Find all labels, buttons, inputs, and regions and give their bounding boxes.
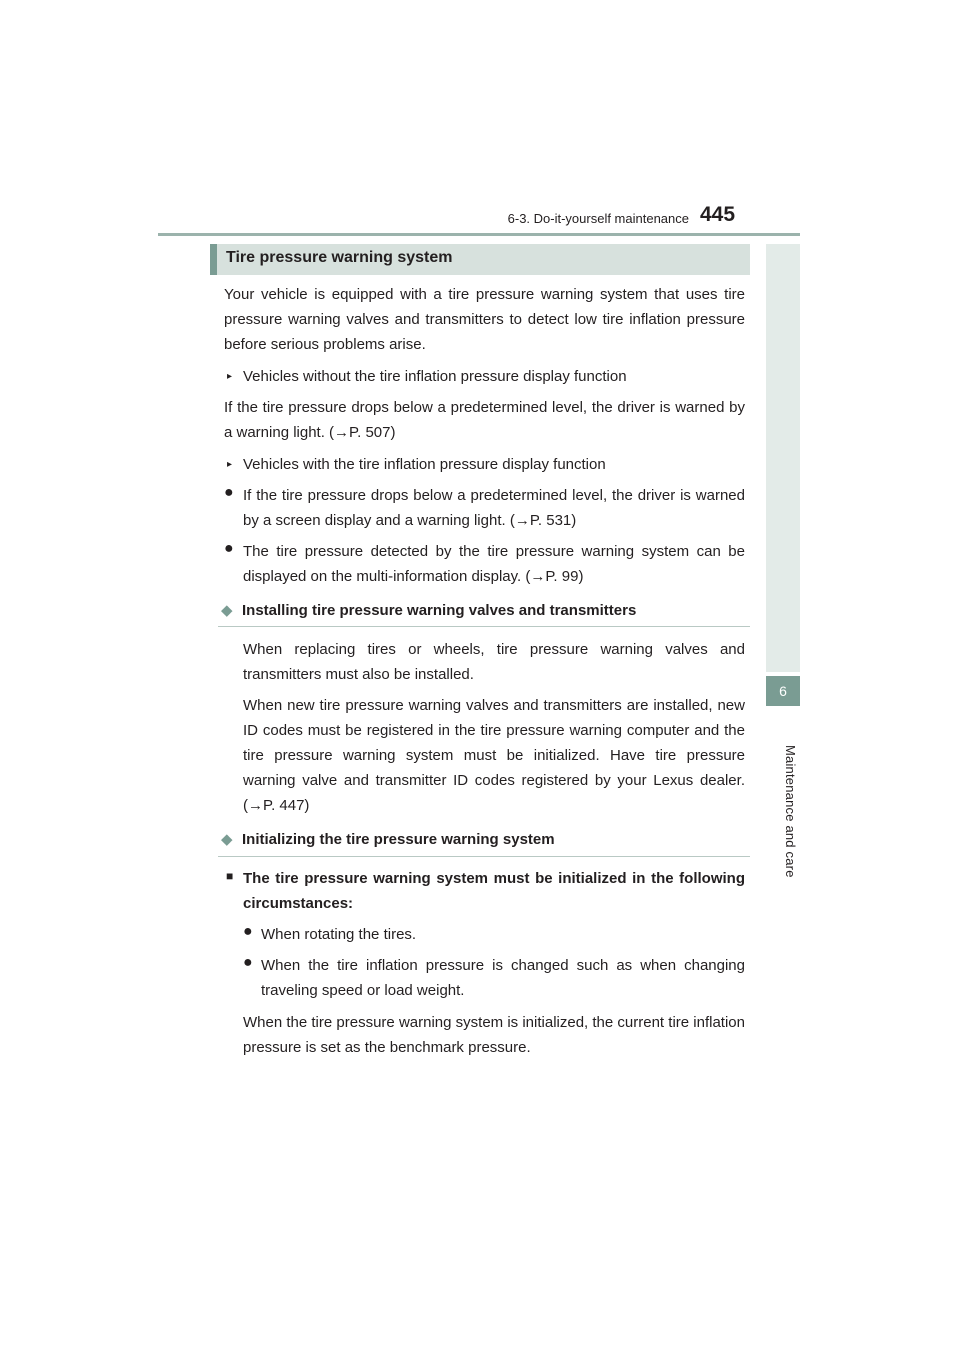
side-tab-background — [766, 244, 800, 672]
chapter-tab: 6 — [766, 676, 800, 706]
installing-paragraph-1: When replacing tires or wheels, tire pressure warning valves and transmitters must also be installed. — [243, 641, 745, 683]
square-bullet-icon: ■ — [226, 869, 234, 883]
initializing-bullet-2: When the tire inflation pressure is changed such as when changing traveling speed or load weight. — [261, 957, 745, 999]
header-rule — [158, 233, 800, 236]
without-display-label: Vehicles without the tire inflation pressure display function — [243, 368, 627, 385]
header-section-title: 6-3. Do-it-yourself maintenance — [507, 211, 689, 226]
diamond-bullet-icon: ◆ — [221, 602, 233, 619]
round-bullet-icon: ● — [243, 923, 253, 940]
with-display-bullet-2: The tire pressure detected by the tire pressure warning system can be displayed on the multi-information display. (→P. 99) — [243, 543, 745, 585]
without-display-text: If the tire pressure drops below a predetermined level, the driver is warned by a warning light. (→P. 507) — [224, 399, 745, 441]
installing-paragraph-2: When new tire pressure warning valves and transmitters are installed, new ID codes must be registered in the tire pressure warning computer and the tire pressure warning system must be initialized. Have tire pressure warning valve and transmitter ID codes registered by your Lexus dealer. (→P. 447) — [243, 697, 745, 814]
page-number: 445 — [700, 203, 736, 226]
with-display-bullet-1: If the tire pressure drops below a predetermined level, the driver is warned by a screen display and a warning light. (→P. 531) — [243, 487, 745, 529]
installing-heading: Installing tire pressure warning valves and transmitters — [242, 602, 637, 619]
round-bullet-icon: ● — [224, 484, 234, 501]
initializing-subheading: The tire pressure warning system must be initialized in the following circumstances: — [243, 870, 745, 912]
diamond-bullet-icon: ◆ — [221, 831, 233, 848]
initializing-closing: When the tire pressure warning system is initialized, the current tire inflation pressure is set as the benchmark pressure. — [243, 1014, 745, 1056]
subheading-rule — [218, 626, 750, 627]
initializing-heading: Initializing the tire pressure warning system — [242, 831, 555, 848]
initializing-bullet-1: When rotating the tires. — [261, 926, 417, 943]
with-display-label: Vehicles with the tire inflation pressure display function — [243, 456, 606, 473]
triangle-bullet-icon: ▸ — [227, 371, 233, 382]
round-bullet-icon: ● — [224, 540, 234, 557]
subheading-rule — [218, 856, 750, 857]
section-title: Tire pressure warning system — [226, 249, 453, 266]
intro-paragraph: Your vehicle is equipped with a tire pressure warning system that uses tire pressure warning valves and transmitters to detect low tire inflation pressure before serious problems arise. — [224, 286, 745, 353]
chapter-label: Maintenance and care — [783, 745, 798, 878]
triangle-bullet-icon: ▸ — [227, 459, 233, 470]
section-title-bar — [210, 244, 750, 275]
round-bullet-icon: ● — [243, 954, 253, 971]
